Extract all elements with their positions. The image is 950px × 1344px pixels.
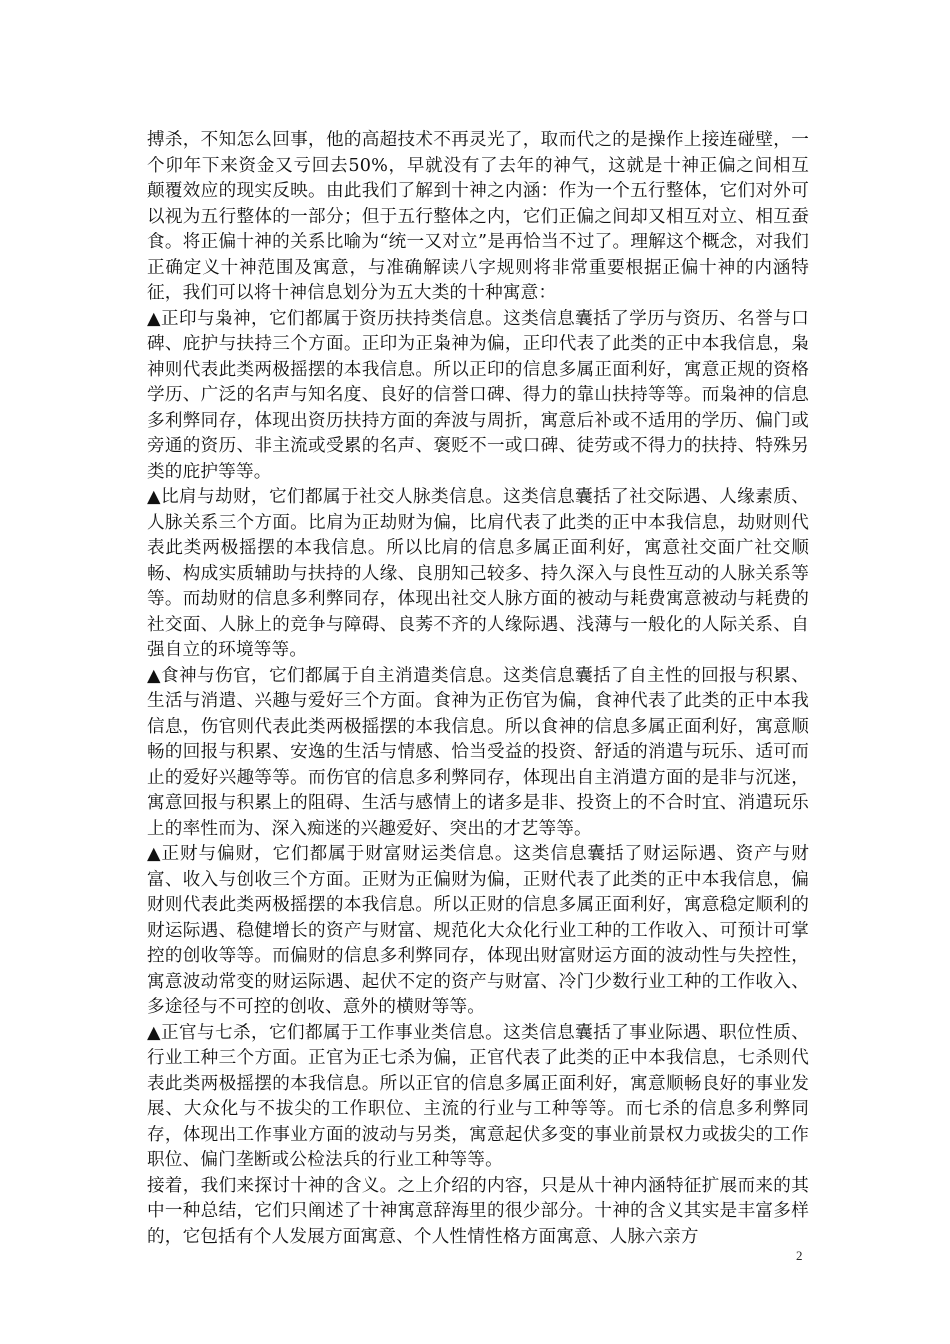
closing-paragraph: 接着，我们来探讨十神的含义。之上介绍的内容，只是从十神内涵特征扩展而来的其中一种总结，它们只阐述了十神寓意辞海里的很少部分。十神的含义其实是丰富多样的，它包括有个人发展方面寓意、个人性情性格方面寓意、人脉六亲方 xyxy=(147,1175,809,1247)
intro-paragraph: 搏杀，不知怎么回事，他的高超技术不再灵光了，取而代之的是操作上接连碰壁，一个卯年下来资金又亏回去50%，早就没有了去年的神气，这就是十神正偏之间相互颠覆效应的现实反映。由此我们了解到十神之内涵：作为一个五行整体，它们对外可以视为五行整体的一部分；但于五行整体之内，它们正偏之间却又相互对立、相互蚕食。将正偏十神的关系比喻为“统一又对立”是再恰当不过了。理解这个概念，对我们正确定义十神范围及寓意，与准确解读八字规则将非常重要根据正偏十神的内涵特征，我们可以将十神信息划分为五大类的十种寓意： xyxy=(147,130,809,303)
page-number: 2 xyxy=(796,1248,803,1263)
paragraph-zhengcai-piancai: ▲正财与偏财，它们都属于财富财运类信息。这类信息囊括了财运际遇、资产与财富、收入与创收三个方面。正财为正偏财为偏，正财代表了此类的正中本我信息，偏财则代表此类两极摇摆的本我信息。所以正财的信息多属正面利好，寓意稳定顺利的财运际遇、稳健增长的资产与财富、规范化大众化行业工种的工作收入、可预计可掌控的创收等等。而偏财的信息多利弊同存，体现出财富财运方面的波动性与失控性，寓意波动常变的财运际遇、起伏不定的资产与财富、冷门少数行业工种的工作收入、多途径与不可控的创收、意外的横财等等。 xyxy=(147,844,809,1017)
paragraph-zhengguan-qisha: ▲正官与七杀，它们都属于工作事业类信息。这类信息囊括了事业际遇、职位性质、行业工种三个方面。正官为正七杀为偏，正官代表了此类的正中本我信息，七杀则代表此类两极摇摆的本我信息。所以正官的信息多属正面利好，寓意顺畅良好的事业发展、大众化与不拔尖的工作职位、主流的行业与工种等等。而七杀的信息多利弊同存，体现出工作事业方面的波动与另类，寓意起伏多变的事业前景权力或拔尖的工作职位、偏门垄断或公检法兵的行业工种等等。 xyxy=(147,1022,809,1170)
paragraph-zhengyin-xiaoshen: ▲正印与枭神，它们都属于资历扶持类信息。这类信息囊括了学历与资历、名誉与口碑、庇护与扶持三个方面。正印为正枭神为偏，正印代表了此类的正中本我信息，枭神则代表此类两极摇摆的本我信息。所以正印的信息多属正面利好，寓意正规的资格学历、广泛的名声与知名度、良好的信誉口碑、得力的靠山扶持等等。而枭神的信息多利弊同存，体现出资历扶持方面的奔波与周折，寓意后补或不适用的学历、偏门或旁通的资历、非主流或受累的名声、褒贬不一或口碑、徒劳或不得力的扶持、特殊另类的庇护等等。 xyxy=(147,308,809,482)
paragraph-shishen-shangguan: ▲食神与伤官，它们都属于自主消遣类信息。这类信息囊括了自主性的回报与积累、生活与消遣、兴趣与爱好三个方面。食神为正伤官为偏，食神代表了此类的正中本我信息，伤官则代表此类两极摇摆的本我信息。所以食神的信息多属正面利好，寓意顺畅的回报与积累、安逸的生活与情感、恰当受益的投资、舒适的消遣与玩乐、适可而止的爱好兴趣等等。而伤官的信息多利弊同存，体现出自主消遣方面的是非与沉迷，寓意回报与积累上的阻碍、生活与感情上的诸多是非、投资上的不合时宜、消遣玩乐上的率性而为、深入痴迷的兴趣爱好、突出的才艺等等。 xyxy=(147,665,809,839)
paragraph-bijian-jiecai: ▲比肩与劫财，它们都属于社交人脉类信息。这类信息囊括了社交际遇、人缘素质、人脉关系三个方面。比肩为正劫财为偏，比肩代表了此类的正中本我信息，劫财则代表此类两极摇摆的本我信息。所以比肩的信息多属正面利好，寓意社交面广社交顺畅、构成实质辅助与扶持的人缘、良朋知己较多、持久深入与良性互动的人脉关系等等。而劫财的信息多利弊同存，体现出社交人脉方面的被动与耗费寓意被动与耗费的社交面、人脉上的竞争与障碍、良莠不齐的人缘际遇、浅薄与一般化的人际关系、自强自立的环境等等。 xyxy=(147,487,809,660)
document-body xyxy=(147,128,809,1250)
